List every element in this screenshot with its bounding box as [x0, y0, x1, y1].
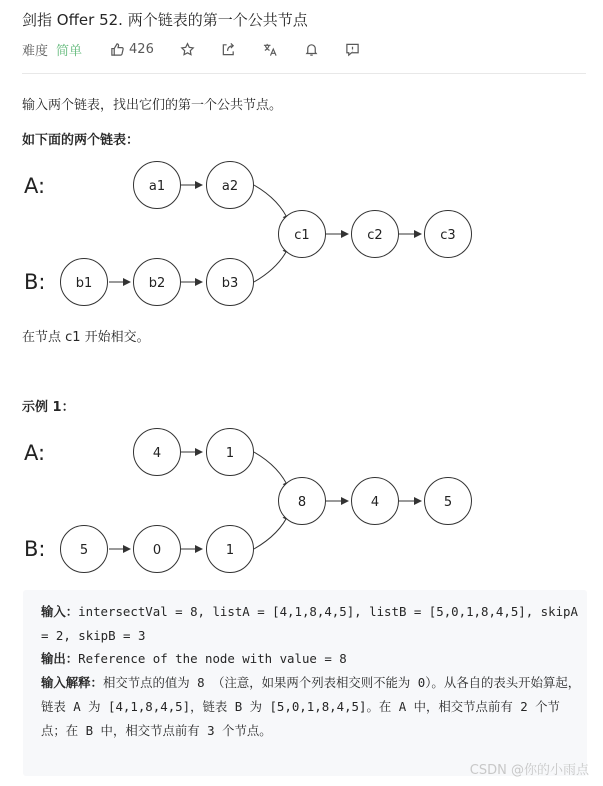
share-button[interactable]: [221, 42, 236, 57]
linked-list-diagram-2: [0, 424, 603, 584]
common-node: [352, 478, 399, 525]
problem-title: 剑指 Offer 52. 两个链表的第一个公共节点: [22, 11, 308, 29]
list-b-label: B:: [24, 270, 46, 294]
node-label: 1: [225, 446, 235, 461]
common-node: [279, 211, 326, 258]
list-a-node: [207, 162, 254, 209]
node-label: 5: [79, 543, 89, 558]
favorite-button[interactable]: [180, 42, 195, 57]
node-label: b3: [221, 276, 239, 291]
difficulty-label: 难度: [22, 43, 49, 59]
explanation-label: 输入解释：: [41, 675, 103, 691]
watermark: CSDN @你的小雨点: [469, 763, 589, 778]
explanation-text: 相交节点的值为 8 （注意，如果两个列表相交则不能为 0）。从各自的表头开始算起，链表 A 为 [4,1,8,4,5]，链表 B 为 [5,0,1,8,4,5]。在 A 中，相交节点前有 2 个节点；在 B 中，相交节点前有 3 个节点。: [41, 675, 581, 738]
node-label: b1: [75, 276, 93, 291]
like-count: 426: [129, 41, 154, 57]
problem-intro: 输入两个链表，找出它们的第一个公共节点。: [22, 98, 283, 113]
node-label: 4: [370, 495, 380, 510]
list-b-label: B:: [24, 537, 46, 561]
common-node: [425, 478, 472, 525]
list-a-label: A:: [24, 441, 46, 465]
list-b-node: [61, 259, 108, 306]
intersection-note: 在节点 c1 开始相交。: [22, 330, 150, 345]
feedback-icon: [345, 42, 360, 57]
like-button[interactable]: [110, 42, 154, 57]
thumb-up-icon: [110, 42, 125, 57]
difficulty-value: 简单: [56, 43, 83, 59]
output-value: Reference of the node with value = 8: [78, 651, 347, 667]
list-b-node: [207, 526, 254, 573]
example-code-block: [23, 590, 587, 776]
input-label: 输入：: [41, 604, 79, 619]
node-label: 8: [297, 495, 307, 510]
translate-icon: [262, 42, 278, 57]
subscribe-button[interactable]: [304, 42, 319, 57]
list-a-node: [134, 429, 181, 476]
list-b-node: [134, 526, 181, 573]
node-label: 5: [443, 495, 453, 510]
node-label: c2: [367, 228, 383, 243]
list-a-node: [207, 429, 254, 476]
share-icon: [221, 42, 236, 57]
node-label: b2: [148, 276, 166, 291]
list-b-node: [61, 526, 108, 573]
output-label: 输出：: [41, 651, 79, 667]
header-divider: [22, 73, 586, 74]
problem-meta-bar: [22, 40, 360, 58]
node-label: 0: [152, 543, 162, 558]
example-heading: 示例 1：: [22, 400, 75, 415]
translate-button[interactable]: [262, 42, 278, 57]
node-label: a2: [221, 179, 239, 194]
node-label: a1: [148, 179, 166, 194]
node-label: c3: [440, 228, 456, 243]
list-a-label: A:: [24, 174, 46, 198]
node-label: c1: [294, 228, 310, 243]
common-node: [279, 478, 326, 525]
list-a-node: [134, 162, 181, 209]
diagram-caption: 如下面的两个链表：: [22, 133, 140, 148]
star-icon: [180, 42, 195, 57]
linked-list-diagram-1: [0, 155, 603, 320]
common-node: [352, 211, 399, 258]
list-b-node: [207, 259, 254, 306]
bell-icon: [304, 42, 319, 57]
list-b-node: [134, 259, 181, 306]
input-value: intersectVal = 8, listA = [4,1,8,4,5], listB = [5,0,1,8,4,5], skipA = 2, skipB = 3: [41, 604, 586, 643]
node-label: 4: [152, 446, 162, 461]
node-label: 1: [225, 543, 235, 558]
feedback-button[interactable]: [345, 42, 360, 57]
common-node: [425, 211, 472, 258]
